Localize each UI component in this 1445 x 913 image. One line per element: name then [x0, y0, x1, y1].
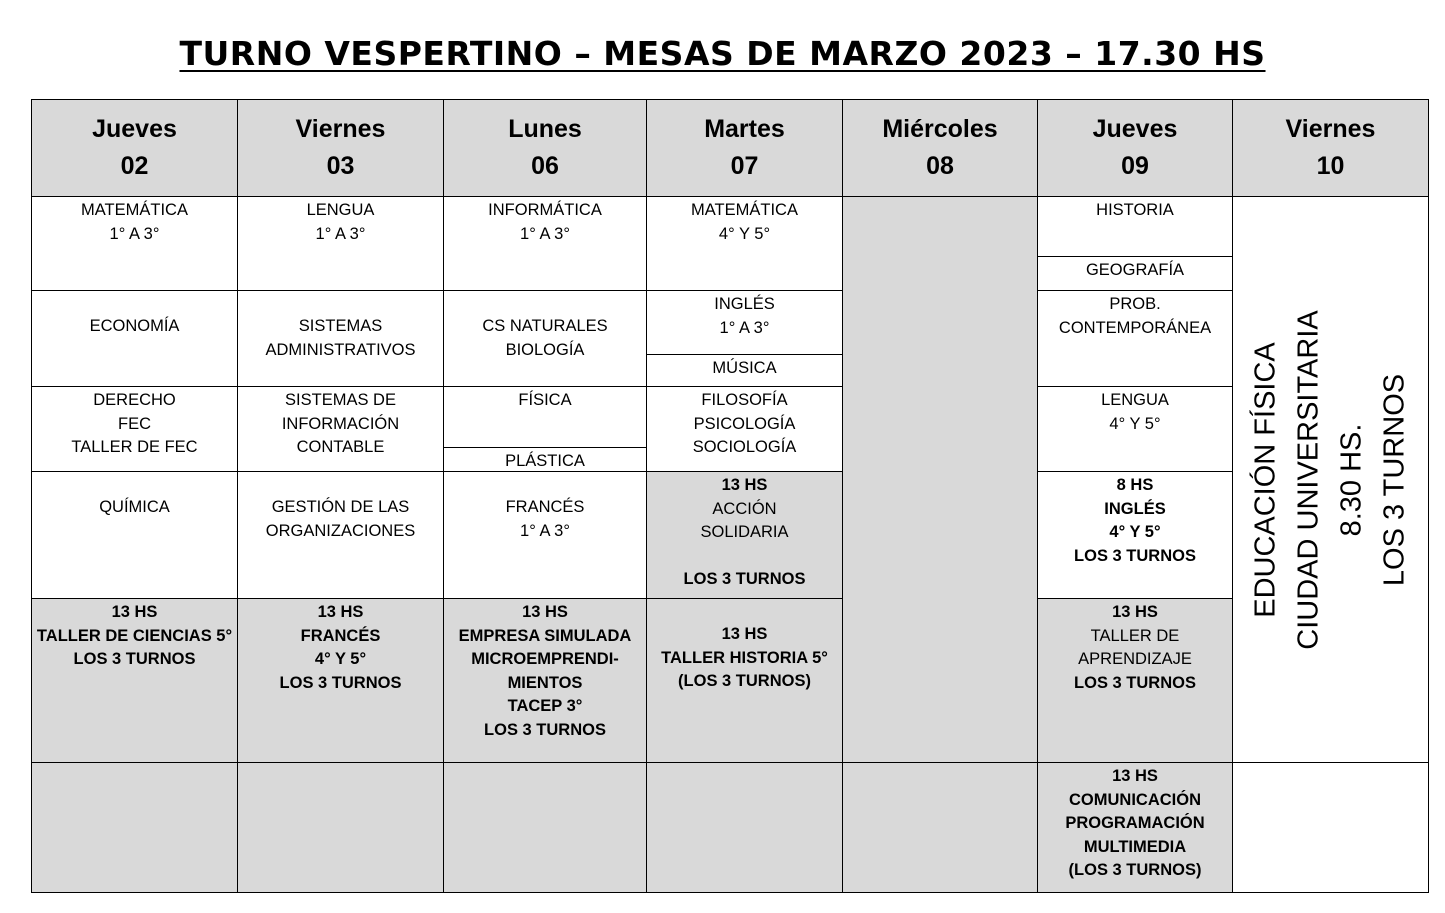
cell-text-line: FEC — [118, 414, 151, 433]
cell-text-line: 4° Y 5° — [314, 650, 367, 668]
exam-cell — [647, 291, 843, 387]
cell-text-line: LOS 3 TURNOS — [73, 650, 196, 668]
header-row — [32, 100, 1429, 197]
cell-text-line: CONTEMPORÁNEA — [1058, 318, 1212, 337]
schedule-row — [32, 599, 1429, 763]
cell-text-line: 13 HS — [317, 603, 364, 621]
cell-text-line: MATEMÁTICA — [691, 201, 798, 219]
schedule-row — [32, 472, 1429, 599]
cell-text-line: Viernes — [1285, 115, 1376, 143]
cell-text-line: MULTIMEDIA — [1083, 837, 1187, 856]
cell-text-line: 4° Y 5° — [1109, 523, 1161, 541]
vertical-line: CIUDAD UNIVERSITARIA — [1292, 309, 1325, 650]
cell-text-line: 1° A 3° — [520, 521, 570, 540]
cell-text-line: TALLER DE FEC — [71, 438, 198, 456]
cell-text-line: MÚSICA — [712, 359, 777, 377]
exam-cell — [32, 387, 238, 472]
schedule-row — [32, 197, 1429, 291]
cell-text-line: DERECHO — [93, 391, 176, 409]
cell-text-line: EMPRESA SIMULADA — [458, 626, 632, 645]
exam-cell — [32, 291, 238, 387]
empty-cell — [647, 763, 843, 893]
exam-cell — [647, 387, 843, 472]
empty-cell — [32, 763, 238, 893]
cell-text-line: Viernes — [295, 115, 386, 143]
day-header — [444, 100, 647, 197]
day-header — [32, 100, 238, 197]
cell-text-line: PROB. — [1109, 295, 1161, 313]
physical-education-cell — [1233, 197, 1429, 763]
cell-text-line: TALLER HISTORIA 5° — [661, 648, 828, 667]
exam-cell — [32, 599, 238, 763]
cell-text-line: INFORMACIÓN — [281, 414, 400, 433]
cell-text-line: CS NATURALES — [482, 317, 608, 335]
exam-cell — [238, 472, 444, 599]
cell-text-line: SISTEMAS DE — [285, 391, 396, 409]
cell-text-line: LOS 3 TURNOS — [1074, 673, 1196, 692]
cell-text-line: Miércoles — [882, 115, 998, 143]
exam-cell — [1038, 472, 1233, 599]
cell-text-line: ACCIÓN — [712, 499, 777, 518]
cell-text-line: 02 — [120, 152, 149, 180]
day-header — [1233, 100, 1429, 197]
cell-text-line: ECONOMÍA — [89, 317, 180, 335]
exam-cell — [32, 197, 238, 291]
cell-text-line: 1° A 3° — [719, 318, 770, 337]
cell-text-line: 4° Y 5° — [718, 224, 771, 243]
exam-cell — [444, 197, 647, 291]
cell-text-line: Jueves — [1092, 115, 1178, 143]
cell-text-line: ADMINISTRATIVOS — [265, 340, 416, 359]
schedule-row — [32, 291, 1429, 387]
cell-text-line — [647, 545, 842, 569]
cell-text-line: 13 HS — [522, 603, 568, 621]
empty-cell — [843, 763, 1038, 893]
cell-text-line: 09 — [1121, 152, 1149, 180]
exam-cell — [647, 599, 843, 763]
cell-text-line: 06 — [531, 152, 559, 180]
cell-text-line: QUÍMICA — [99, 498, 170, 516]
cell-text-line: INGLÉS — [1104, 499, 1166, 518]
cell-text-line: 1° A 3° — [109, 224, 160, 243]
cell-text-line: 08 — [926, 152, 954, 180]
cell-text-line: FILOSOFÍA — [701, 391, 788, 409]
schedule-row — [32, 387, 1429, 472]
cell-text-line: Lunes — [508, 115, 582, 143]
empty-cell — [238, 763, 444, 893]
exam-cell — [238, 291, 444, 387]
empty-cell — [444, 763, 647, 893]
cell-text-line: LOS 3 TURNOS — [279, 673, 402, 692]
cell-text-line: LOS 3 TURNOS — [683, 570, 806, 588]
exam-cell — [444, 599, 647, 763]
cell-text-line: Martes — [704, 115, 785, 143]
exam-cell — [32, 472, 238, 599]
cell-text-line: INFORMÁTICA — [488, 201, 602, 219]
cell-text-line: TALLER DE CIENCIAS 5° — [36, 626, 233, 645]
cell-text-line: MIENTOS — [507, 673, 583, 692]
cell-text-line: (LOS 3 TURNOS) — [1068, 861, 1202, 879]
cell-text-line: TALLER DE — [1090, 626, 1180, 645]
cell-text-line: FÍSICA — [518, 391, 572, 409]
exam-cell — [1038, 599, 1233, 763]
cell-text-line: APRENDIZAJE — [1078, 650, 1192, 668]
cell-text-line: LOS 3 TURNOS — [484, 720, 606, 739]
cell-text-line: ORGANIZACIONES — [265, 521, 416, 540]
cell-text-line: COMUNICACIÓN — [1069, 790, 1201, 809]
exam-cell — [1038, 387, 1233, 472]
cell-text-line: PLÁSTICA — [505, 452, 585, 470]
empty-day-column — [843, 197, 1038, 763]
cell-text-line: INGLÉS — [714, 295, 775, 313]
cell-text-line: PSICOLOGÍA — [693, 414, 796, 433]
day-header — [1038, 100, 1233, 197]
cell-text-line: 13 HS — [1112, 603, 1158, 621]
exam-cell — [238, 599, 444, 763]
cell-text-line: 13 HS — [111, 603, 158, 621]
cell-text-line: 8 HS — [1116, 476, 1154, 494]
cell-text-line: (LOS 3 TURNOS) — [678, 672, 811, 690]
exam-cell — [444, 387, 647, 472]
day-header — [843, 100, 1038, 197]
cell-text-line: 13 HS — [721, 476, 768, 494]
cell-text-line: Jueves — [92, 115, 177, 143]
exam-cell — [647, 472, 843, 599]
page-title: TURNO VESPERTINO – MESAS DE MARZO 2023 – 17.30 HS — [179, 34, 1266, 73]
day-header — [647, 100, 843, 197]
cell-text-line: BIOLOGÍA — [505, 340, 585, 359]
cell-text-line: LENGUA — [1101, 391, 1169, 409]
cell-text-line: 13 HS — [721, 625, 768, 643]
vertical-line: 8.30 HS. — [1335, 423, 1368, 536]
cell-text-line: SOCIOLOGÍA — [692, 438, 797, 456]
exam-cell — [1038, 763, 1233, 893]
cell-text-line: FRANCÉS — [300, 626, 381, 645]
cell-text-line: SISTEMAS — [298, 317, 383, 335]
exam-cell — [1038, 291, 1233, 387]
cell-text-line: FRANCÉS — [505, 498, 585, 516]
exam-cell — [647, 197, 843, 291]
day-header — [238, 100, 444, 197]
cell-text-line: 10 — [1316, 152, 1345, 180]
cell-text-line: 1° A 3° — [520, 224, 570, 243]
exam-cell — [238, 197, 444, 291]
cell-text-line: LENGUA — [306, 201, 375, 219]
exam-cell — [238, 387, 444, 472]
cell-text-line: GEOGRAFÍA — [1085, 261, 1185, 279]
exam-cell — [1038, 197, 1233, 291]
exam-cell — [444, 291, 647, 387]
cell-text-line: 1° A 3° — [315, 224, 366, 243]
cell-text-line: LOS 3 TURNOS — [1074, 546, 1196, 565]
empty-cell — [1233, 763, 1429, 893]
exam-schedule-table — [31, 99, 1429, 893]
cell-text-line: 4° Y 5° — [1109, 414, 1161, 433]
schedule-row — [32, 763, 1429, 893]
cell-text-line: GESTIÓN DE LAS — [271, 498, 410, 516]
cell-text-line: TACEP 3° — [507, 697, 583, 715]
exam-cell — [444, 472, 647, 599]
cell-text-line: PROGRAMACIÓN — [1065, 814, 1205, 832]
cell-text-line: SOLIDARIA — [700, 523, 789, 541]
cell-text-line: 13 HS — [1112, 767, 1158, 785]
vertical-line: EDUCACIÓN FÍSICA — [1249, 341, 1282, 618]
cell-text-line: 07 — [730, 152, 759, 180]
cell-text-line: MATEMÁTICA — [81, 201, 188, 219]
cell-text-line: HISTORIA — [1096, 201, 1174, 219]
cell-text-line: MICROEMPRENDI- — [471, 650, 619, 668]
vertical-line: LOS 3 TURNOS — [1378, 373, 1411, 586]
cell-text-line: 03 — [326, 152, 355, 180]
cell-text-line: CONTABLE — [296, 438, 385, 456]
